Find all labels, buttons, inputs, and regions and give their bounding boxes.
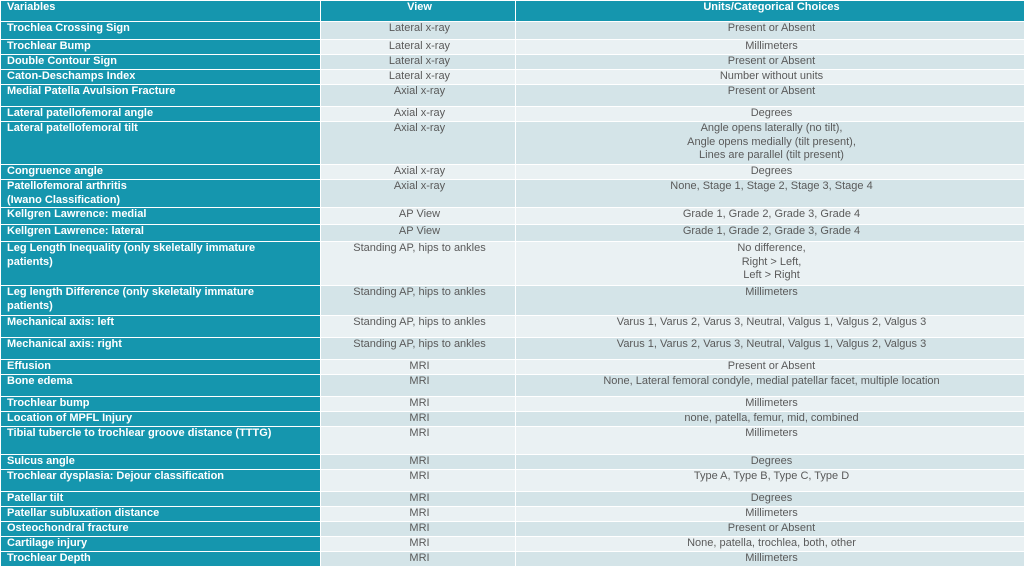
variable-cell: Mechanical axis: right bbox=[1, 338, 321, 360]
variable-cell: Osteochondral fracture bbox=[1, 522, 321, 537]
view-cell: MRI bbox=[321, 507, 516, 522]
view-cell: Standing AP, hips to ankles bbox=[321, 316, 516, 338]
units-cell: Degrees bbox=[516, 455, 1024, 470]
view-cell: MRI bbox=[321, 360, 516, 375]
variable-cell: Caton-Deschamps Index bbox=[1, 70, 321, 85]
units-cell: Type A, Type B, Type C, Type D bbox=[516, 470, 1024, 492]
table-row bbox=[1, 208, 1024, 225]
view-cell: Lateral x-ray bbox=[321, 55, 516, 70]
variable-cell: Lateral patellofemoral tilt bbox=[1, 122, 321, 165]
view-cell: Axial x-ray bbox=[321, 122, 516, 165]
units-cell: Degrees bbox=[516, 492, 1024, 507]
table-row bbox=[1, 360, 1024, 375]
view-cell: MRI bbox=[321, 537, 516, 552]
variable-cell: Patellar tilt bbox=[1, 492, 321, 507]
units-cell: Varus 1, Varus 2, Varus 3, Neutral, Valgus 1, Valgus 2, Valgus 3 bbox=[516, 338, 1024, 360]
view-cell: AP View bbox=[321, 208, 516, 225]
table-row bbox=[1, 40, 1024, 55]
units-cell: Present or Absent bbox=[516, 55, 1024, 70]
units-cell: Degrees bbox=[516, 107, 1024, 122]
view-cell: MRI bbox=[321, 470, 516, 492]
units-cell: Angle opens laterally (no tilt), Angle opens medially (tilt present), Lines are parallel (tilt present) bbox=[516, 122, 1024, 165]
variable-cell: Bone edema bbox=[1, 375, 321, 397]
units-cell: Present or Absent bbox=[516, 522, 1024, 537]
variable-cell: Tibial tubercle to trochlear groove distance (TTTG) bbox=[1, 427, 321, 455]
table-row bbox=[1, 22, 1024, 40]
view-cell: Axial x-ray bbox=[321, 165, 516, 180]
variable-cell: Lateral patellofemoral angle bbox=[1, 107, 321, 122]
view-cell: MRI bbox=[321, 522, 516, 537]
view-cell: MRI bbox=[321, 397, 516, 412]
variable-cell: Trochlear dysplasia: Dejour classification bbox=[1, 470, 321, 492]
table-row bbox=[1, 316, 1024, 338]
variable-cell: Cartilage injury bbox=[1, 537, 321, 552]
table-row bbox=[1, 537, 1024, 552]
view-cell: MRI bbox=[321, 427, 516, 455]
table-row bbox=[1, 165, 1024, 180]
variable-cell: Leg Length Inequality (only skeletally immature patients) bbox=[1, 242, 321, 286]
table-row bbox=[1, 70, 1024, 85]
units-cell: None, Stage 1, Stage 2, Stage 3, Stage 4 bbox=[516, 180, 1024, 208]
units-cell: Millimeters bbox=[516, 286, 1024, 316]
table-row bbox=[1, 412, 1024, 427]
view-cell: MRI bbox=[321, 455, 516, 470]
table-row bbox=[1, 492, 1024, 507]
view-cell: MRI bbox=[321, 412, 516, 427]
table-row bbox=[1, 507, 1024, 522]
table-row bbox=[1, 122, 1024, 165]
table-row bbox=[1, 225, 1024, 242]
table-row bbox=[1, 455, 1024, 470]
table-row bbox=[1, 552, 1024, 567]
view-cell: Standing AP, hips to ankles bbox=[321, 286, 516, 316]
variable-cell: Effusion bbox=[1, 360, 321, 375]
table-row bbox=[1, 397, 1024, 412]
table-row bbox=[1, 107, 1024, 122]
units-cell: None, Lateral femoral condyle, medial patellar facet, multiple location bbox=[516, 375, 1024, 397]
variable-cell: Mechanical axis: left bbox=[1, 316, 321, 338]
table-body bbox=[1, 22, 1024, 567]
variable-cell: Kellgren Lawrence: lateral bbox=[1, 225, 321, 242]
variable-cell: Location of MPFL Injury bbox=[1, 412, 321, 427]
view-cell: Standing AP, hips to ankles bbox=[321, 338, 516, 360]
header-units: Units/Categorical Choices bbox=[516, 1, 1024, 22]
units-cell: Millimeters bbox=[516, 397, 1024, 412]
units-cell: Millimeters bbox=[516, 507, 1024, 522]
view-cell: AP View bbox=[321, 225, 516, 242]
units-cell: Present or Absent bbox=[516, 85, 1024, 107]
view-cell: Axial x-ray bbox=[321, 107, 516, 122]
variable-cell: Trochlear bump bbox=[1, 397, 321, 412]
table-row bbox=[1, 85, 1024, 107]
header-variables: Variables bbox=[1, 1, 321, 22]
table-row bbox=[1, 55, 1024, 70]
view-cell: MRI bbox=[321, 492, 516, 507]
table-row bbox=[1, 180, 1024, 208]
units-cell: No difference, Right > Left, Left > Right bbox=[516, 242, 1024, 286]
table-row bbox=[1, 375, 1024, 397]
variable-cell: Double Contour Sign bbox=[1, 55, 321, 70]
view-cell: Axial x-ray bbox=[321, 180, 516, 208]
view-cell: MRI bbox=[321, 375, 516, 397]
header-row bbox=[1, 1, 1024, 22]
units-cell: Millimeters bbox=[516, 40, 1024, 55]
view-cell: Lateral x-ray bbox=[321, 22, 516, 40]
variable-cell: Congruence angle bbox=[1, 165, 321, 180]
units-cell: None, patella, trochlea, both, other bbox=[516, 537, 1024, 552]
view-cell: Lateral x-ray bbox=[321, 40, 516, 55]
variable-cell: Kellgren Lawrence: medial bbox=[1, 208, 321, 225]
units-cell: Millimeters bbox=[516, 552, 1024, 567]
table-row bbox=[1, 470, 1024, 492]
view-cell: Standing AP, hips to ankles bbox=[321, 242, 516, 286]
view-cell: Axial x-ray bbox=[321, 85, 516, 107]
table-row bbox=[1, 286, 1024, 316]
units-cell: Grade 1, Grade 2, Grade 3, Grade 4 bbox=[516, 208, 1024, 225]
variable-cell: Trochlea Crossing Sign bbox=[1, 22, 321, 40]
units-cell: Present or Absent bbox=[516, 360, 1024, 375]
table-row bbox=[1, 427, 1024, 455]
units-cell: Present or Absent bbox=[516, 22, 1024, 40]
variable-cell: Leg length Difference (only skeletally immature patients) bbox=[1, 286, 321, 316]
variable-cell: Patellofemoral arthritis (Iwano Classification) bbox=[1, 180, 321, 208]
units-cell: Number without units bbox=[516, 70, 1024, 85]
header-view: View bbox=[321, 1, 516, 22]
table-row bbox=[1, 338, 1024, 360]
units-cell: Grade 1, Grade 2, Grade 3, Grade 4 bbox=[516, 225, 1024, 242]
view-cell: Lateral x-ray bbox=[321, 70, 516, 85]
table-row bbox=[1, 522, 1024, 537]
units-cell: none, patella, femur, mid, combined bbox=[516, 412, 1024, 427]
variable-cell: Medial Patella Avulsion Fracture bbox=[1, 85, 321, 107]
variable-cell: Trochlear Depth bbox=[1, 552, 321, 567]
units-cell: Millimeters bbox=[516, 427, 1024, 455]
variable-cell: Trochlear Bump bbox=[1, 40, 321, 55]
variable-cell: Patellar subluxation distance bbox=[1, 507, 321, 522]
variable-cell: Sulcus angle bbox=[1, 455, 321, 470]
view-cell: MRI bbox=[321, 552, 516, 567]
units-cell: Degrees bbox=[516, 165, 1024, 180]
units-cell: Varus 1, Varus 2, Varus 3, Neutral, Valgus 1, Valgus 2, Valgus 3 bbox=[516, 316, 1024, 338]
table-row bbox=[1, 242, 1024, 286]
